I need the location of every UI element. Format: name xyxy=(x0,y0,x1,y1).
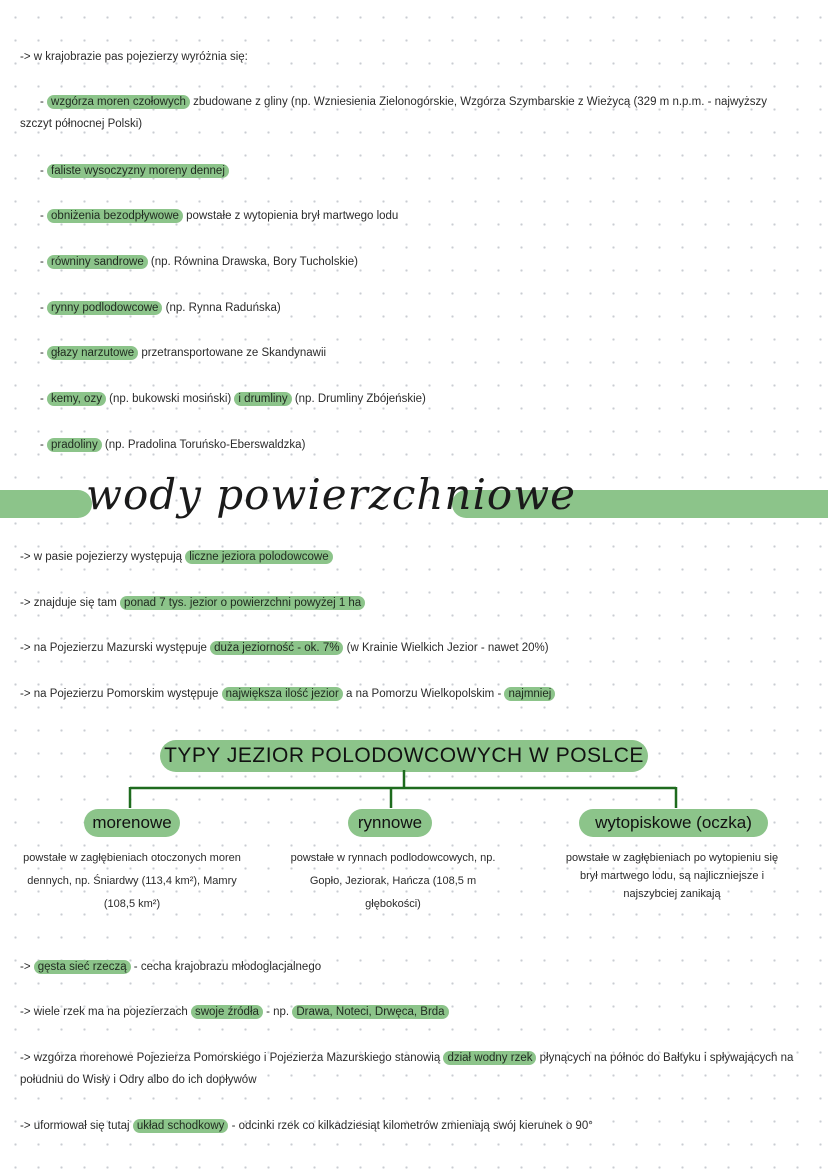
highlight: dział wodny rzek xyxy=(443,1051,536,1065)
feature-item-outwash-plains: - równiny sandrowe (np. Równina Drawska, Bory Tucholskie) xyxy=(40,256,358,268)
rivers-fact: -> wzgórza morenowe Pojezierza Pomorskiego i Pojezierza Mazurskiego stanowią dział wodny rzek płynących na północ do Bałtyku i spływających na południu do Wisły i Odry albo do ich dopływów xyxy=(20,1052,794,1086)
highlight: ponad 7 tys. jezior o powierzchni powyżej 1 ha xyxy=(120,596,365,610)
highlight: faliste wysoczyzny moreny dennej xyxy=(47,164,229,178)
highlight: swoje źródła xyxy=(191,1005,263,1019)
rivers-fact: -> uformował się tutaj układ schodkowy - odcinki rzek co kilkadziesiąt kilometrów zmieniają swój kierunek o 90° xyxy=(20,1120,593,1132)
feature-item-depressions: - obniżenia bezodpływowe powstałe z wytopienia brył martwego lodu xyxy=(40,210,399,222)
section-title: wody powierzchniowe xyxy=(86,470,576,519)
highlight: Drawa, Noteci, Drwęca, Brda xyxy=(292,1005,448,1019)
intro-line: -> w krajobrazie pas pojezierzy wyróżnia się: xyxy=(20,51,248,63)
feature-item-erratic-boulders: - głazy narzutowe przetransportowane ze Skandynawii xyxy=(40,347,327,359)
lakes-fact: -> na Pojezierzu Pomorskim występuje największa ilość jezior a na Pomorzu Wielkopolskim - najmniej xyxy=(20,683,810,705)
highlight: równiny sandrowe xyxy=(47,255,148,269)
lake-type-ribbon-desc: powstałe w rynnach podlodowcowych, np. Gopło, Jeziorak, Hańcza (108,5 m głębokości) xyxy=(290,852,496,910)
lakes-fact: -> w pasie pojezierzy występują liczne jeziora polodowcowe xyxy=(20,546,810,568)
highlight: i drumliny xyxy=(234,392,291,406)
highlight: układ schodkowy xyxy=(133,1119,229,1133)
highlight: obniżenia bezodpływowe xyxy=(47,209,183,223)
highlight: kemy, ozy xyxy=(47,392,106,406)
highlight: największa ilość jezior xyxy=(222,687,343,701)
lake-type-moraine: morenowe xyxy=(84,809,180,837)
lakes-fact: -> na Pojezierzu Mazurski występuje duża jeziorność - ok. 7% (w Krainie Wielkich Jezior - nawet 20%) xyxy=(20,642,549,654)
highlight: najmniej xyxy=(504,687,555,701)
highlight: duża jeziorność - ok. 7% xyxy=(210,641,343,655)
feature-item-moraine-hills: - wzgórza moren czołowych zbudowane z gliny (np. Wzniesienia Zielonogórskie, Wzgórza Szymbarskie z Wieżycą (329 m n.p.m. - najwyższy szczyt północnej Polski) xyxy=(20,96,768,130)
lake-types-title: TYPY JEZIOR POLODOWCOWYCH W POSLCE xyxy=(160,740,648,772)
banner-bar-left xyxy=(0,490,92,518)
lake-type-kettle: wytopiskowe (oczka) xyxy=(579,809,768,837)
feature-item-ground-moraine: - faliste wysoczyzny moreny dennej xyxy=(40,160,828,182)
highlight: gęsta sieć rzeczą xyxy=(34,960,131,974)
highlight: liczne jeziora polodowcowe xyxy=(185,550,332,564)
lake-type-kettle-desc: powstałe w zagłębieniach po wytopieniu się brył martwego lodu, są najliczniejsze i najszybciej zanikają xyxy=(565,852,779,900)
highlight: wzgórza moren czołowych xyxy=(47,95,190,109)
feature-item-kames-eskers: - kemy, ozy (np. bukowski mosiński) i drumliny (np. Drumliny Zbójeńskie) xyxy=(40,393,426,405)
highlight: rynny podlodowcowe xyxy=(47,301,162,315)
rivers-fact: -> wiele rzek ma na pojezierzach swoje źródła - np. Drawa, Noteci, Drwęca, Brda xyxy=(20,1001,810,1023)
rivers-fact: -> gęsta sieć rzeczą - cecha krajobrazu młodoglacjalnego xyxy=(20,961,322,973)
highlight: głazy narzutowe xyxy=(47,346,138,360)
feature-item-tunnel-valleys: - rynny podlodowcowe (np. Rynna Raduńska) xyxy=(40,302,281,314)
lake-types-connectors xyxy=(0,770,828,814)
lake-type-moraine-desc: powstałe w zagłębieniach otoczonych moren dennych, np. Śniardwy (113,4 km²), Mamry (108,5 km²) xyxy=(23,852,241,910)
lakes-fact: -> znajduje się tam ponad 7 tys. jezior o powierzchni powyżej 1 ha xyxy=(20,592,810,614)
highlight: pradoliny xyxy=(47,438,102,452)
feature-item-glacial-valleys: - pradoliny (np. Pradolina Toruńsko-Eberswaldzka) xyxy=(40,439,306,451)
lake-type-ribbon: rynnowe xyxy=(348,809,432,837)
